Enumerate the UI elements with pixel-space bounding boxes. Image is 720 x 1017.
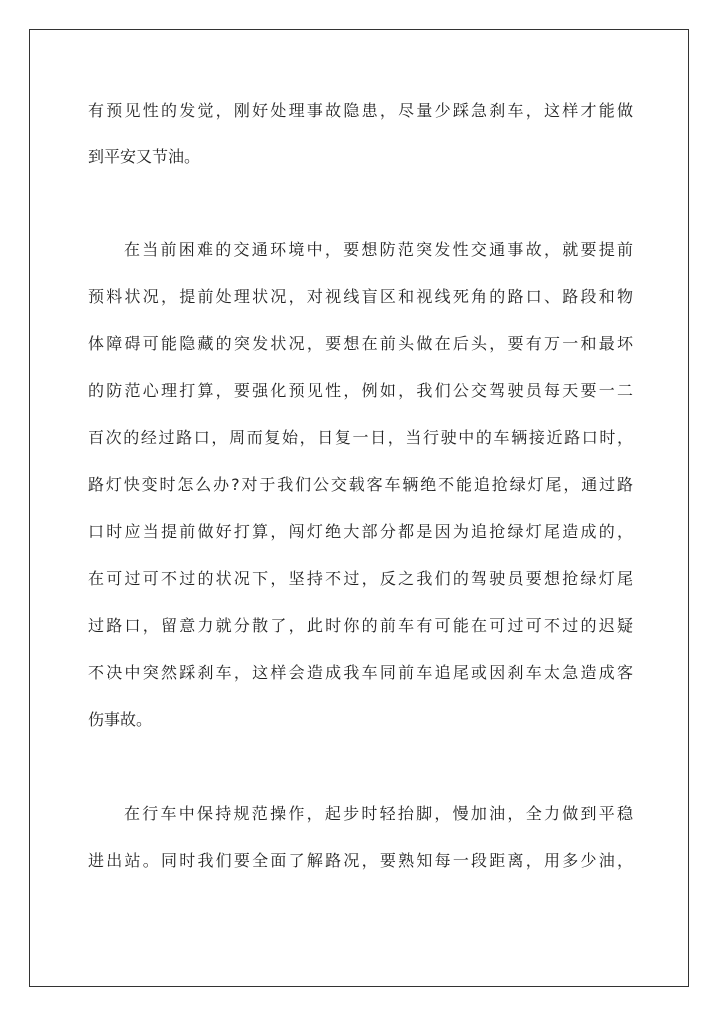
page-border [29,29,689,987]
text-line: 在可过可不过的状况下，坚持不过，反之我们的驾驶员要想抢绿灯尾 [88,569,633,588]
text-line: 百次的经过路口，周而复始，日复一日，当行驶中的车辆接近路口时， [88,428,633,447]
text-line: 到平安又节油。 [88,147,201,166]
text-line: 体障碍可能隐藏的突发状况，要想在前头做在后头，要有万一和最坏 [88,334,633,353]
text-line: 伤事故。 [88,710,153,729]
text-line: 在行车中保持规范操作，起步时轻抬脚，慢加油，全力做到平稳 [124,804,633,823]
text-line: 预料状况，提前处理状况，对视线盲区和视线死角的路口、路段和物 [88,287,633,306]
text-line: 路灯快变时怎么办?对于我们公交载客车辆绝不能追抢绿灯尾，通过路 [88,475,633,494]
text-line: 在当前困难的交通环境中，要想防范突发性交通事故，就要提前 [124,240,633,259]
text-line: 过路口，留意力就分散了，此时你的前车有可能在可过可不过的迟疑 [88,616,633,635]
text-line: 的防范心理打算，要强化预见性，例如，我们公交驾驶员每天要一二 [88,381,633,400]
text-line: 口时应当提前做好打算，闯灯绝大部分都是因为追抢绿灯尾造成的， [88,522,633,541]
text-line: 有预见性的发觉，刚好处理事故隐患，尽量少踩急刹车，这样才能做 [88,101,633,120]
text-line: 不决中突然踩刹车，这样会造成我车同前车追尾或因刹车太急造成客 [88,663,633,682]
text-line: 进出站。同时我们要全面了解路况，要熟知每一段距离，用多少油， [88,851,633,870]
